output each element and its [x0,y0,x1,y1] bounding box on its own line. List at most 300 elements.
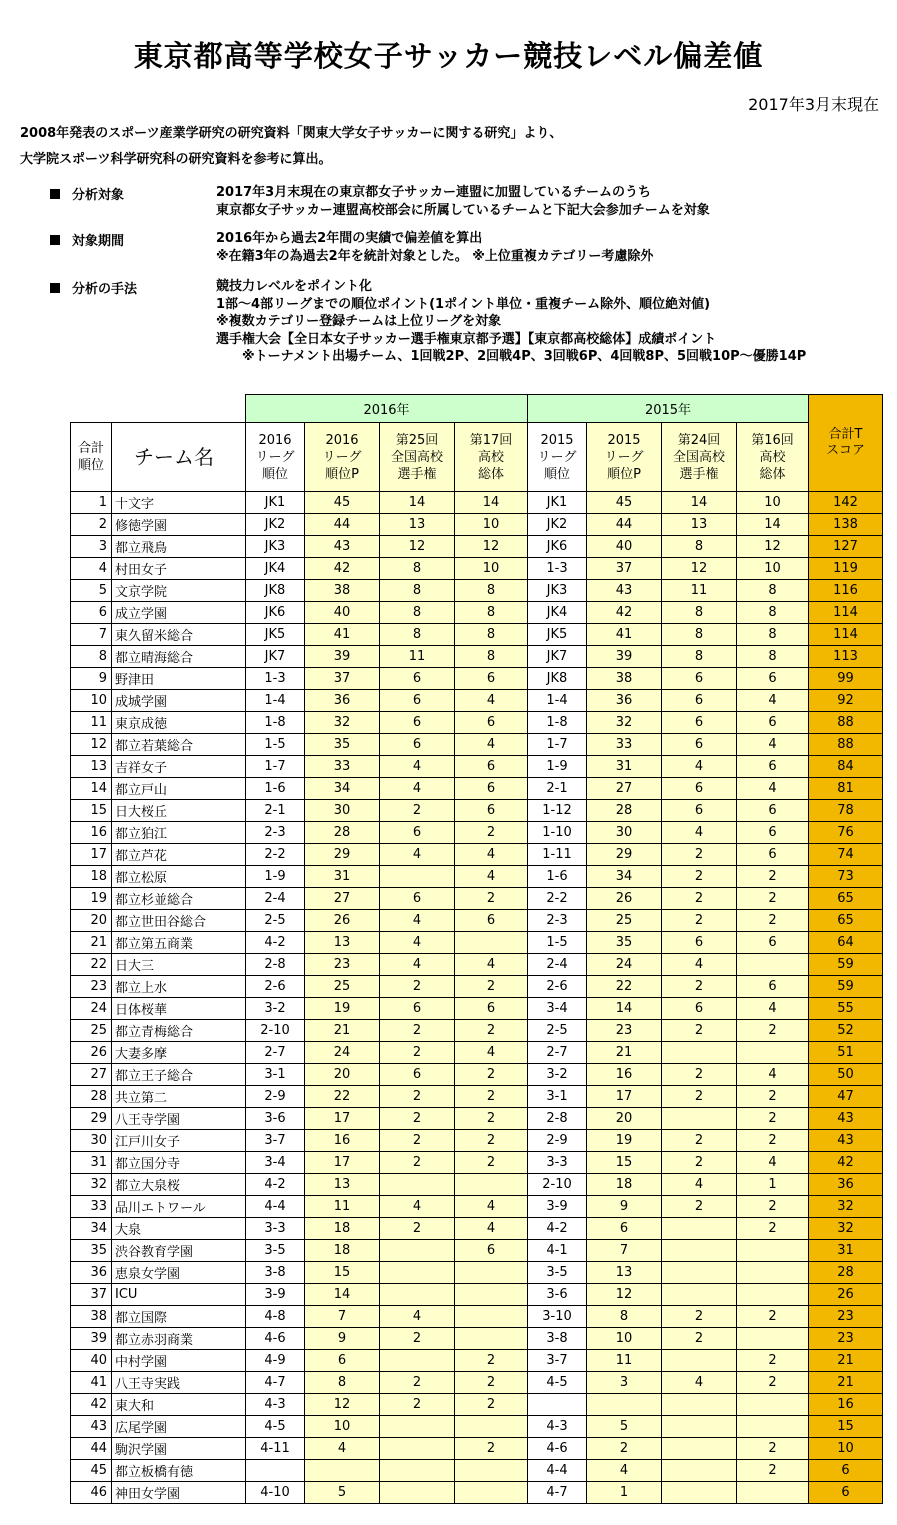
cell-2015-league-rank: 2-9 [528,1130,587,1152]
cell-2015-league-rank: 3-3 [528,1152,587,1174]
table-row [71,1020,883,1042]
cell-2015-championship: 4 [662,1372,737,1394]
cell-2016-championship [380,1240,455,1262]
cell-team-name: 都立大泉桜 [112,1174,246,1196]
cell-2016-championship: 4 [380,932,455,954]
cell-rank: 3 [71,536,112,558]
cell-team-name: 駒沢学園 [112,1438,246,1460]
cell-2016-inter-high: 4 [455,866,528,888]
cell-2015-championship [662,1438,737,1460]
cell-2016-inter-high: 8 [455,602,528,624]
cell-2016-championship [380,1174,455,1196]
cell-2016-inter-high: 8 [455,624,528,646]
cell-2016-league-points: 18 [305,1240,380,1262]
cell-2016-league-rank: 3-6 [246,1108,305,1130]
bullet-square-icon [50,283,60,293]
cell-2016-league-points: 20 [305,1064,380,1086]
table-row [71,1042,883,1064]
cell-team-name: 文京学院 [112,580,246,602]
cell-2015-league-rank: 2-1 [528,778,587,800]
cell-2015-inter-high: 6 [737,800,809,822]
cell-rank: 8 [71,646,112,668]
cell-2016-championship: 8 [380,602,455,624]
cell-total-score: 32 [809,1218,883,1240]
cell-2015-league-points: 23 [587,1020,662,1042]
cell-team-name: 大泉 [112,1218,246,1240]
cell-total-score: 31 [809,1240,883,1262]
cell-rank: 32 [71,1174,112,1196]
cell-2016-league-points: 8 [305,1372,380,1394]
cell-2015-inter-high [737,1240,809,1262]
cell-2016-inter-high: 6 [455,910,528,932]
cell-team-name: 八王寺実践 [112,1372,246,1394]
cell-2016-league-rank [246,1460,305,1482]
cell-team-name: 都立青梅総合 [112,1020,246,1042]
cell-2015-inter-high: 1 [737,1174,809,1196]
cell-2016-championship: 8 [380,558,455,580]
cell-rank: 28 [71,1086,112,1108]
cell-2015-league-points: 5 [587,1416,662,1438]
cell-2015-league-rank: 1-3 [528,558,587,580]
cell-total-score: 43 [809,1130,883,1152]
cell-rank: 1 [71,492,112,514]
cell-total-score: 59 [809,954,883,976]
cell-team-name: 東大和 [112,1394,246,1416]
cell-team-name: 都立晴海総合 [112,646,246,668]
cell-2016-league-rank: JK3 [246,536,305,558]
cell-2015-championship: 4 [662,954,737,976]
table-row [71,602,883,624]
cell-2016-league-rank: 4-8 [246,1306,305,1328]
cell-2016-championship: 4 [380,756,455,778]
cell-2016-championship: 6 [380,998,455,1020]
cell-team-name: 広尾学園 [112,1416,246,1438]
cell-2015-championship [662,1240,737,1262]
table-row [71,888,883,910]
cell-2015-league-points: 44 [587,514,662,536]
cell-2016-championship: 6 [380,690,455,712]
cell-total-score: 81 [809,778,883,800]
cell-2015-league-rank: 1-11 [528,844,587,866]
cell-2015-inter-high: 6 [737,822,809,844]
cell-2015-inter-high: 2 [737,1108,809,1130]
cell-2016-league-points: 35 [305,734,380,756]
cell-2016-league-points: 6 [305,1350,380,1372]
cell-2016-league-rank: 3-3 [246,1218,305,1240]
cell-2015-inter-high: 8 [737,602,809,624]
cell-2015-league-rank: 2-4 [528,954,587,976]
cell-2016-league-rank: 4-2 [246,1174,305,1196]
cell-2016-championship: 2 [380,1108,455,1130]
cell-team-name: 都立飛鳥 [112,536,246,558]
cell-2015-league-points: 20 [587,1108,662,1130]
cell-2015-league-points: 17 [587,1086,662,1108]
cell-team-name: 恵泉女学園 [112,1262,246,1284]
cell-2016-inter-high: 12 [455,536,528,558]
cell-2015-league-points: 27 [587,778,662,800]
cell-2015-league-rank: 1-9 [528,756,587,778]
cell-2015-league-points: 34 [587,866,662,888]
cell-2015-league-points: 24 [587,954,662,976]
cell-2015-championship [662,1416,737,1438]
cell-2016-inter-high: 4 [455,1042,528,1064]
cell-2015-championship: 2 [662,1086,737,1108]
bullet-square-icon [50,235,60,245]
cell-team-name: 成立学園 [112,602,246,624]
cell-2015-league-points: 8 [587,1306,662,1328]
cell-rank: 29 [71,1108,112,1130]
cell-2015-championship: 4 [662,756,737,778]
cell-2015-inter-high [737,1262,809,1284]
cell-total-score: 65 [809,910,883,932]
cell-2015-league-points: 6 [587,1218,662,1240]
cell-2016-championship: 2 [380,1130,455,1152]
cell-2015-league-rank: 1-5 [528,932,587,954]
cell-2016-league-points [305,1460,380,1482]
cell-2015-championship [662,1350,737,1372]
header-year-2016: 2016年 [246,395,528,423]
cell-2016-league-rank: 1-7 [246,756,305,778]
cell-2016-inter-high: 2 [455,1438,528,1460]
cell-total-score: 73 [809,866,883,888]
cell-total-score: 114 [809,624,883,646]
table-row [71,1152,883,1174]
cell-2016-league-rank: 1-9 [246,866,305,888]
cell-2015-league-rank: 1-12 [528,800,587,822]
cell-2016-championship: 14 [380,492,455,514]
cell-2015-league-points: 22 [587,976,662,998]
intro-line-2: 大学院スポーツ科学研究科の研究資料を参考に算出。 [20,152,332,167]
cell-rank: 11 [71,712,112,734]
cell-2016-league-rank: 3-2 [246,998,305,1020]
cell-2015-championship: 2 [662,910,737,932]
cell-2016-inter-high: 10 [455,558,528,580]
table-row [71,866,883,888]
table-row [71,910,883,932]
cell-2016-championship: 6 [380,734,455,756]
cell-2016-championship: 6 [380,712,455,734]
cell-2015-championship: 11 [662,580,737,602]
cell-total-score: 127 [809,536,883,558]
cell-2016-league-points: 17 [305,1152,380,1174]
cell-rank: 46 [71,1482,112,1504]
table-row [71,1196,883,1218]
cell-2016-league-rank: 4-11 [246,1438,305,1460]
cell-2015-inter-high: 2 [737,1372,809,1394]
cell-2015-championship: 8 [662,646,737,668]
cell-2016-league-points: 15 [305,1262,380,1284]
cell-2015-championship [662,1394,737,1416]
cell-2015-league-rank: 4-6 [528,1438,587,1460]
table-row [71,734,883,756]
cell-2015-championship: 2 [662,1152,737,1174]
cell-2016-league-rank: 4-2 [246,932,305,954]
header-rank: 合計 順位 [71,423,112,492]
cell-2016-championship: 2 [380,1394,455,1416]
cell-2015-league-rank: 1-8 [528,712,587,734]
cell-2016-championship: 2 [380,1218,455,1240]
cell-2016-league-points: 23 [305,954,380,976]
cell-2016-league-points: 45 [305,492,380,514]
cell-2015-league-points: 16 [587,1064,662,1086]
cell-2015-championship: 2 [662,844,737,866]
cell-2015-league-rank: 3-1 [528,1086,587,1108]
cell-2015-championship: 2 [662,1328,737,1350]
cell-total-score: 138 [809,514,883,536]
cell-2016-league-rank: JK2 [246,514,305,536]
cell-2016-league-rank: 3-8 [246,1262,305,1284]
cell-2015-inter-high: 2 [737,1218,809,1240]
cell-2015-league-points [587,1394,662,1416]
cell-2015-league-points: 32 [587,712,662,734]
cell-2015-championship: 6 [662,998,737,1020]
cell-total-score: 99 [809,668,883,690]
section-body-method: 競技力レベルをポイント化 1部～4部リーグまでの順位ポイント(1ポイント単位・重複チーム除外、順位絶対値) ※複数カテゴリー登録チームは上位リーグを対象 選手権大会【全日本女子サッカー選手権東京都予選】【東京都高校総体】成績ポイント ※トーナメント出場チーム、1回戦2P、2回戦4P、3回戦6P、4回戦8P、5回戦10P～優勝14P [216,279,807,364]
cell-team-name: 品川エトワール [112,1196,246,1218]
cell-2016-championship: 4 [380,910,455,932]
cell-2015-championship: 6 [662,734,737,756]
cell-rank: 24 [71,998,112,1020]
cell-2015-league-rank: 1-6 [528,866,587,888]
table-row [71,1108,883,1130]
cell-2015-inter-high: 2 [737,1130,809,1152]
cell-2015-championship: 6 [662,800,737,822]
cell-2015-championship [662,1460,737,1482]
cell-total-score: 52 [809,1020,883,1042]
cell-2016-league-points: 30 [305,800,380,822]
cell-2015-league-points: 11 [587,1350,662,1372]
cell-2016-league-rank: 4-5 [246,1416,305,1438]
cell-team-name: 神田女学園 [112,1482,246,1504]
intro-line-1: 2008年発表のスポーツ産業学研究の研究資料「関東大学女子サッカーに関する研究」より、 [20,126,563,141]
cell-2015-league-rank: 4-2 [528,1218,587,1240]
cell-2016-inter-high: 4 [455,690,528,712]
cell-2016-inter-high: 2 [455,822,528,844]
cell-2015-league-rank: JK1 [528,492,587,514]
cell-2015-championship: 6 [662,712,737,734]
cell-2015-league-points: 35 [587,932,662,954]
header-2016-inter-high: 第17回 高校 総体 [455,423,528,492]
cell-total-score: 76 [809,822,883,844]
as-of-date: 2017年3月末現在 [748,95,879,114]
cell-total-score: 15 [809,1416,883,1438]
cell-team-name: 都立板橋有徳 [112,1460,246,1482]
cell-2015-league-points: 7 [587,1240,662,1262]
cell-rank: 41 [71,1372,112,1394]
cell-2015-championship: 2 [662,976,737,998]
cell-total-score: 23 [809,1328,883,1350]
cell-2016-league-points: 19 [305,998,380,1020]
cell-2016-league-rank: 2-7 [246,1042,305,1064]
cell-2016-league-rank: 3-1 [246,1064,305,1086]
cell-team-name: 都立松原 [112,866,246,888]
cell-2016-championship: 4 [380,844,455,866]
cell-2016-inter-high: 6 [455,712,528,734]
cell-2016-league-points: 28 [305,822,380,844]
cell-2016-league-points: 25 [305,976,380,998]
cell-team-name: 十文字 [112,492,246,514]
cell-2016-league-rank: 3-5 [246,1240,305,1262]
cell-total-score: 21 [809,1372,883,1394]
cell-2015-league-rank: 4-5 [528,1372,587,1394]
cell-2015-league-points: 3 [587,1372,662,1394]
cell-2015-league-points: 39 [587,646,662,668]
cell-2015-league-points: 43 [587,580,662,602]
cell-2015-league-rank: 3-10 [528,1306,587,1328]
cell-2016-championship: 2 [380,1372,455,1394]
cell-rank: 16 [71,822,112,844]
cell-2016-championship: 6 [380,1064,455,1086]
cell-2015-championship: 8 [662,602,737,624]
cell-2016-inter-high: 6 [455,1240,528,1262]
cell-2016-championship: 12 [380,536,455,558]
cell-2016-league-points: 11 [305,1196,380,1218]
cell-2015-inter-high: 14 [737,514,809,536]
cell-total-score: 51 [809,1042,883,1064]
cell-rank: 45 [71,1460,112,1482]
cell-2016-league-rank: 2-2 [246,844,305,866]
cell-2015-league-points: 38 [587,668,662,690]
cell-rank: 34 [71,1218,112,1240]
cell-2016-inter-high: 2 [455,1086,528,1108]
cell-2016-inter-high: 4 [455,734,528,756]
table-row [71,646,883,668]
cell-2016-championship [380,1416,455,1438]
table-row [71,1262,883,1284]
cell-2016-inter-high: 2 [455,1130,528,1152]
cell-total-score: 21 [809,1350,883,1372]
cell-2015-championship [662,1108,737,1130]
table-row [71,976,883,998]
cell-2015-championship: 4 [662,1174,737,1196]
cell-2015-league-points: 10 [587,1328,662,1350]
cell-rank: 31 [71,1152,112,1174]
table-row [71,1218,883,1240]
cell-2016-championship: 8 [380,580,455,602]
cell-2015-league-points: 13 [587,1262,662,1284]
cell-2015-inter-high: 2 [737,888,809,910]
cell-total-score: 42 [809,1152,883,1174]
cell-2015-inter-high: 12 [737,536,809,558]
cell-total-score: 50 [809,1064,883,1086]
cell-2015-league-points: 37 [587,558,662,580]
cell-2016-league-rank: 2-8 [246,954,305,976]
table-row [71,932,883,954]
cell-team-name: 吉祥女子 [112,756,246,778]
cell-rank: 5 [71,580,112,602]
cell-2015-league-rank: 3-7 [528,1350,587,1372]
cell-2015-inter-high: 8 [737,646,809,668]
cell-2015-league-points: 1 [587,1482,662,1504]
cell-2016-league-rank: JK5 [246,624,305,646]
cell-total-score: 78 [809,800,883,822]
table-row [71,712,883,734]
cell-rank: 20 [71,910,112,932]
cell-2015-league-rank: JK6 [528,536,587,558]
table-row [71,800,883,822]
cell-2016-inter-high: 14 [455,492,528,514]
cell-total-score: 43 [809,1108,883,1130]
cell-2015-league-points: 42 [587,602,662,624]
cell-2015-inter-high: 6 [737,932,809,954]
cell-team-name: 都立王子総合 [112,1064,246,1086]
cell-2015-championship: 6 [662,668,737,690]
cell-team-name: 野津田 [112,668,246,690]
cell-2016-inter-high: 6 [455,778,528,800]
cell-2015-league-rank: 3-8 [528,1328,587,1350]
cell-2016-championship: 2 [380,800,455,822]
cell-2016-inter-high: 8 [455,580,528,602]
cell-2015-league-rank: 1-7 [528,734,587,756]
cell-total-score: 6 [809,1482,883,1504]
cell-2015-championship: 2 [662,1306,737,1328]
cell-2015-league-points: 30 [587,822,662,844]
cell-2016-inter-high: 6 [455,668,528,690]
cell-team-name: 大妻多摩 [112,1042,246,1064]
cell-2016-championship [380,866,455,888]
cell-2015-championship: 2 [662,1130,737,1152]
cell-2015-league-rank: 4-1 [528,1240,587,1262]
cell-2015-championship: 2 [662,1064,737,1086]
table-row [71,1240,883,1262]
cell-2016-league-rank: 2-6 [246,976,305,998]
cell-2015-inter-high: 2 [737,866,809,888]
cell-2016-inter-high: 2 [455,1108,528,1130]
cell-2016-inter-high: 4 [455,844,528,866]
cell-total-score: 113 [809,646,883,668]
cell-2016-league-rank: JK1 [246,492,305,514]
table-row [71,822,883,844]
cell-total-score: 26 [809,1284,883,1306]
cell-2016-league-points: 40 [305,602,380,624]
cell-2016-league-rank: 2-3 [246,822,305,844]
cell-rank: 13 [71,756,112,778]
cell-2016-championship: 2 [380,1328,455,1350]
cell-2016-championship [380,1284,455,1306]
cell-2016-league-points: 4 [305,1438,380,1460]
table-row [71,1394,883,1416]
cell-2016-league-points: 36 [305,690,380,712]
cell-2016-league-points: 43 [305,536,380,558]
cell-rank: 19 [71,888,112,910]
cell-2015-league-points: 15 [587,1152,662,1174]
cell-2016-inter-high: 2 [455,976,528,998]
cell-2015-inter-high [737,1416,809,1438]
cell-2016-championship: 2 [380,1042,455,1064]
cell-total-score: 74 [809,844,883,866]
cell-2016-league-points: 9 [305,1328,380,1350]
cell-2016-championship: 6 [380,822,455,844]
cell-2015-league-points: 36 [587,690,662,712]
cell-2015-league-points: 25 [587,910,662,932]
cell-team-name: 八王寺学園 [112,1108,246,1130]
cell-2016-inter-high [455,1306,528,1328]
cell-team-name: 村田女子 [112,558,246,580]
cell-2015-league-rank: JK7 [528,646,587,668]
cell-total-score: 47 [809,1086,883,1108]
cell-rank: 43 [71,1416,112,1438]
cell-2016-league-points: 31 [305,866,380,888]
cell-2015-inter-high: 6 [737,844,809,866]
table-row [71,1174,883,1196]
cell-2016-championship: 4 [380,1196,455,1218]
cell-2015-league-rank [528,1394,587,1416]
cell-2016-league-points: 39 [305,646,380,668]
table-row [71,492,883,514]
cell-rank: 42 [71,1394,112,1416]
cell-team-name: 都立芦花 [112,844,246,866]
cell-2016-league-points: 24 [305,1042,380,1064]
